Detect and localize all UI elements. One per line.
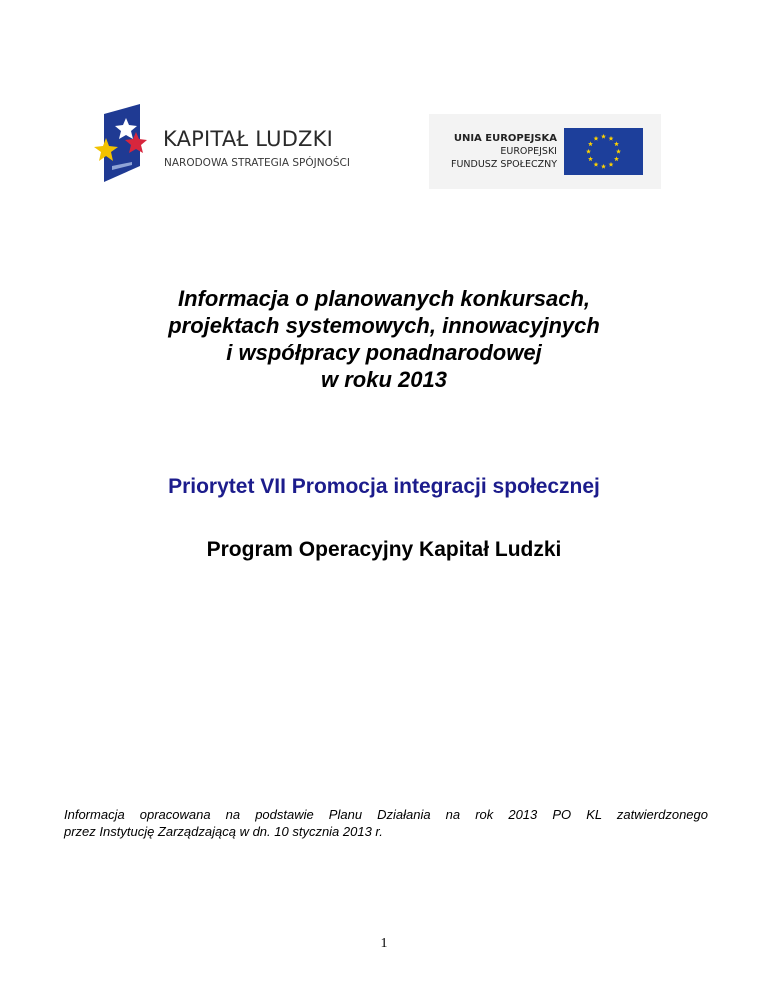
priority-heading: Priorytet VII Promocja integracji społecznej [168,475,600,498]
source-note-line: przez Instytucję Zarządzającą w dn. 10 stycznia 2013 r. [64,824,383,839]
eu-flag-icon [564,128,643,175]
title-line: w roku 2013 [321,367,447,392]
eu-line-social-fund: FUNDUSZ SPOŁECZNY [451,159,557,170]
program-heading: Program Operacyjny Kapitał Ludzki [206,538,562,561]
document-title [0,285,768,393]
source-note [64,806,708,840]
kapital-ludzki-subtitle: NARODOWA STRATEGIA SPÓJNOŚCI [164,157,350,169]
kapital-ludzki-emblem-icon [92,104,152,182]
eu-line-union: UNIA EUROPEJSKA [453,133,557,144]
title-line: projektach systemowych, innowacyjnych [168,313,600,338]
eu-line-european: EUROPEJSKI [500,146,557,157]
eu-logo-text [451,132,557,171]
page-number: 1 [380,936,388,951]
kapital-ludzki-title: KAPITAŁ LUDZKI [163,127,334,151]
eu-logo [429,114,661,189]
title-line: i współpracy ponadnarodowej [226,340,542,365]
source-note-line: Informacja opracowana na podstawie Planu Działania na rok 2013 PO KL zatwierdzonego [64,807,708,822]
title-line: Informacja o planowanych konkursach, [178,286,590,311]
kapital-ludzki-logo [92,104,372,184]
